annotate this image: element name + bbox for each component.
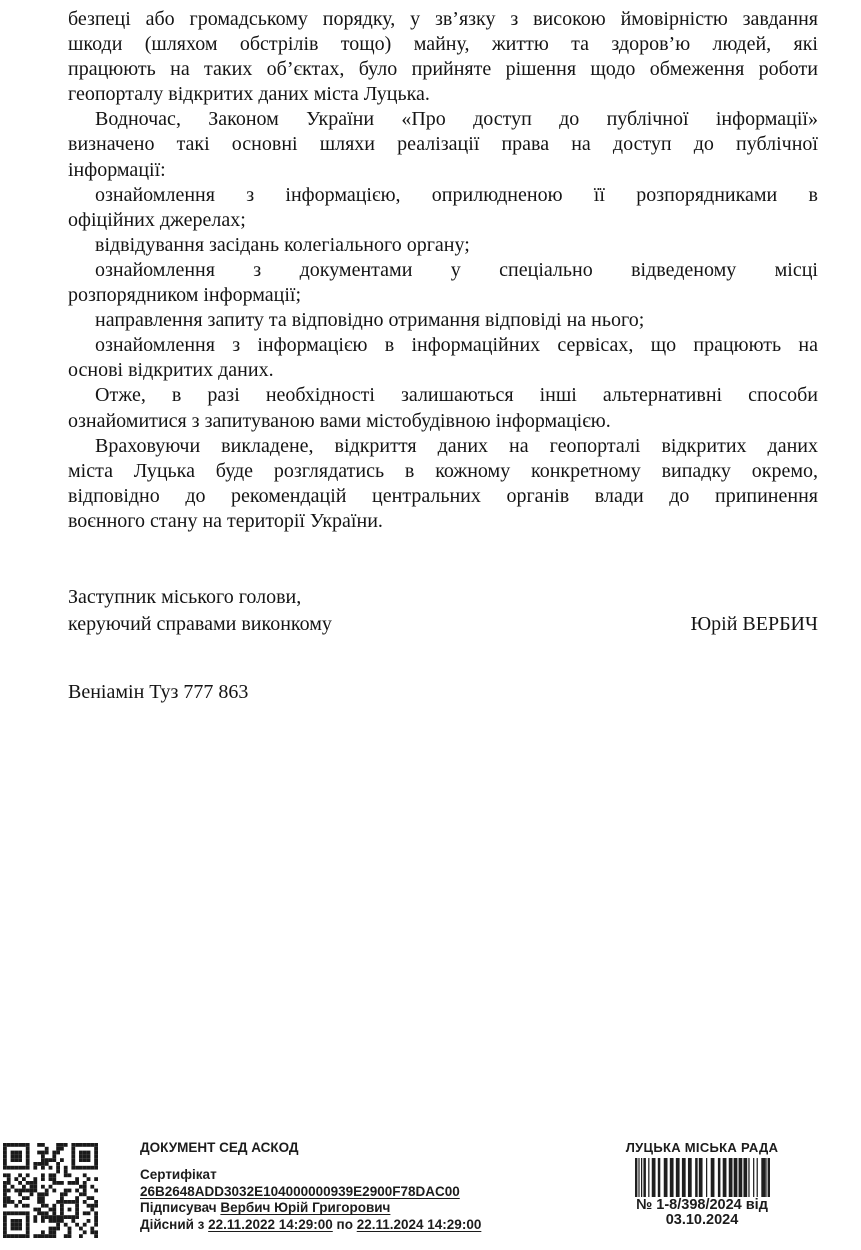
body-line: ознайомлення з інформацією в інформаційних сервісах, що працюють на [95, 334, 818, 357]
body-line: Отже, в разі необхідності залишаються інші альтернативні способи [95, 384, 818, 407]
signer-position-line2: керуючий справами виконкому [68, 613, 332, 635]
body-line: шкоди (шляхом обстрілів тощо) майну, життю та здоров’ю людей, які [68, 33, 818, 56]
signature-stamp [140, 1140, 481, 1234]
signer-label: Підписувач [140, 1200, 217, 1216]
valid-separator: по [336, 1217, 353, 1233]
body-line: інформації: [68, 158, 166, 181]
certificate-label: Сертифікат [140, 1166, 217, 1182]
signer-line [140, 1200, 481, 1217]
organization-name: ЛУЦЬКА МІСЬКА РАДА [625, 1140, 779, 1155]
body-line: геопорталу відкритих даних міста Луцька. [68, 83, 430, 106]
body-line: ознайомлення з документами у спеціально відведеному місці [95, 258, 818, 281]
barcode-icon [635, 1158, 770, 1197]
valid-to: 22.11.2024 14:29:00 [356, 1217, 482, 1233]
body-line: визначено такі основні шляхи реалізації права на доступ до публічної [68, 133, 818, 156]
body-line: безпеці або громадському порядку, у зв’язку з високою ймовірністю завдання [68, 8, 818, 30]
registration-stamp [607, 1141, 797, 1228]
body-line: офіційних джерелах; [68, 208, 246, 231]
validity-label: Дійсний з [140, 1217, 205, 1233]
body-line: ознайомитися з запитуваною вами містобудівною інформацією. [68, 409, 611, 432]
body-line: відвідування засідань колегіального органу; [95, 233, 470, 256]
certificate-number: 26B2648ADD3032E104000000939E2900F78DAC00 [140, 1183, 460, 1199]
body-line: Враховуючи викладене, відкриття даних на геопорталі відкритих даних [95, 434, 818, 457]
doc-system-label: ДОКУМЕНТ СЕД АСКОД [140, 1140, 299, 1155]
body-line: основі відкритих даних. [68, 359, 274, 382]
body-line: Водночас, Законом України «Про доступ до публічної інформації» [95, 108, 818, 131]
signer-fullname: Вербич Юрій Григорович [220, 1200, 391, 1216]
body-line: розпорядником інформації; [68, 284, 302, 307]
qr-code-icon [3, 1143, 98, 1238]
signature-block [68, 584, 818, 638]
body-line: воєнного стану на території України. [68, 509, 383, 532]
body-line: відповідно до рекомендацій центральних органів влади до припинення [68, 484, 818, 507]
body-line: направлення запиту та відповідно отримання відповіді на нього; [95, 309, 645, 332]
signer-position-line1: Заступник міського голови, [68, 586, 302, 608]
executor-contact: Веніамін Туз 777 863 [68, 681, 249, 703]
letter-body [68, 7, 818, 534]
validity-line [140, 1217, 481, 1234]
signer-name: Юрій ВЕРБИЧ [690, 613, 818, 635]
body-line: працюють на таких об’єктах, було прийняте рішення щодо обмеження роботи [68, 58, 818, 81]
body-line: ознайомлення з інформацією, оприлюдненою її розпорядниками в [95, 183, 818, 206]
registration-number: № 1-8/398/2024 від 03.10.2024 [636, 1197, 768, 1228]
body-line: міста Луцька буде розглядатись в кожному конкретному випадку окремо, [68, 459, 818, 482]
valid-from: 22.11.2022 14:29:00 [208, 1217, 333, 1233]
